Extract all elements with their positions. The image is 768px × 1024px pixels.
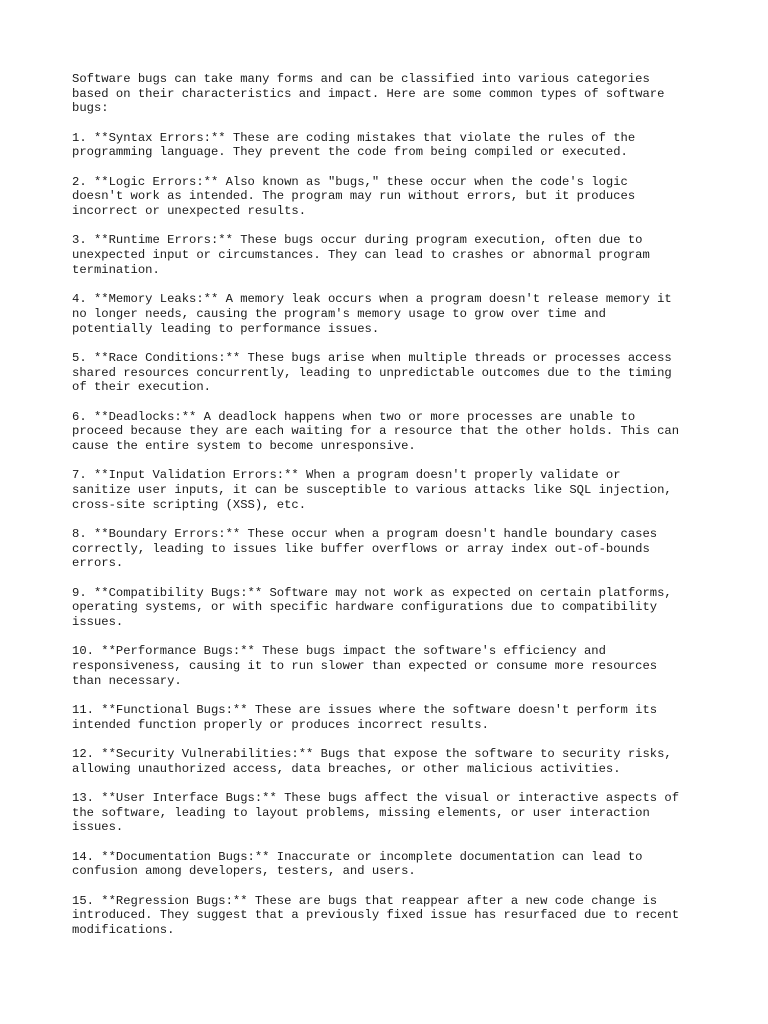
list-item-user-interface-bugs: 13. **User Interface Bugs:** These bugs affect the visual or interactive aspects of the software, leading to layout problems, missing elements, or user interaction issues. — [72, 791, 680, 835]
list-item-input-validation-errors: 7. **Input Validation Errors:** When a program doesn't properly validate or sanitize user inputs, it can be susceptible to various attacks like SQL injection, cross-site scripting (XSS), etc. — [72, 468, 672, 512]
list-item-logic-errors: 2. **Logic Errors:** Also known as "bugs," these occur when the code's logic doesn't work as intended. The program may run without errors, but it produces incorrect or unexpected results. — [72, 174, 636, 219]
list-item-performance-bugs: 10. **Performance Bugs:** These bugs impact the software's efficiency and responsiveness, causing it to run slower than expected or consume more resources than necessary. — [72, 644, 658, 688]
document-page — [72, 72, 722, 952]
list-item-security-vulnerabilities: 12. **Security Vulnerabilities:** Bugs that expose the software to security risks, allowing unauthorized access, data breaches, or other malicious activities. — [72, 747, 672, 776]
list-item-documentation-bugs: 14. **Documentation Bugs:** Inaccurate or incomplete documentation can lead to confusion among developers, testers, and users. — [72, 849, 643, 879]
list-item-syntax-errors: 1. **Syntax Errors:** These are coding mistakes that violate the rules of the programming language. They prevent the code from being compiled or executed. — [72, 130, 636, 160]
list-item-boundary-errors: 8. **Boundary Errors:** These occur when a program doesn't handle boundary cases correctly, leading to issues like buffer overflows or array index out-of-bounds errors. — [72, 526, 658, 571]
list-item-compatibility-bugs: 9. **Compatibility Bugs:** Software may not work as expected on certain platforms, operating systems, or with specific hardware configurations due to compatibility issues. — [72, 585, 672, 630]
list-item-runtime-errors: 3. **Runtime Errors:** These bugs occur during program execution, often due to unexpected input or circumstances. They can lead to crashes or abnormal program termination. — [72, 233, 650, 277]
intro-paragraph: Software bugs can take many forms and can be classified into various categories based on their characteristics and impact. Here are some common types of software bugs: — [72, 72, 665, 116]
list-item-deadlocks: 6. **Deadlocks:** A deadlock happens when two or more processes are unable to proceed because they are each waiting for a resource that the other holds. This can cause the entire system to become unresponsive. — [72, 409, 680, 453]
list-item-memory-leaks: 4. **Memory Leaks:** A memory leak occurs when a program doesn't release memory it no longer needs, causing the program's memory usage to grow over time and potentially leading to performance issues. — [72, 292, 672, 336]
list-item-regression-bugs: 15. **Regression Bugs:** These are bugs that reappear after a new code change is introduced. They suggest that a previously fixed issue has resurfaced due to recent modifications. — [72, 893, 680, 938]
list-item-race-conditions: 5. **Race Conditions:** These bugs arise when multiple threads or processes access shared resources concurrently, leading to unpredictable outcomes due to the timing of their execution. — [72, 350, 672, 395]
list-item-functional-bugs: 11. **Functional Bugs:** These are issues where the software doesn't perform its intended function properly or produces incorrect results. — [72, 703, 658, 732]
